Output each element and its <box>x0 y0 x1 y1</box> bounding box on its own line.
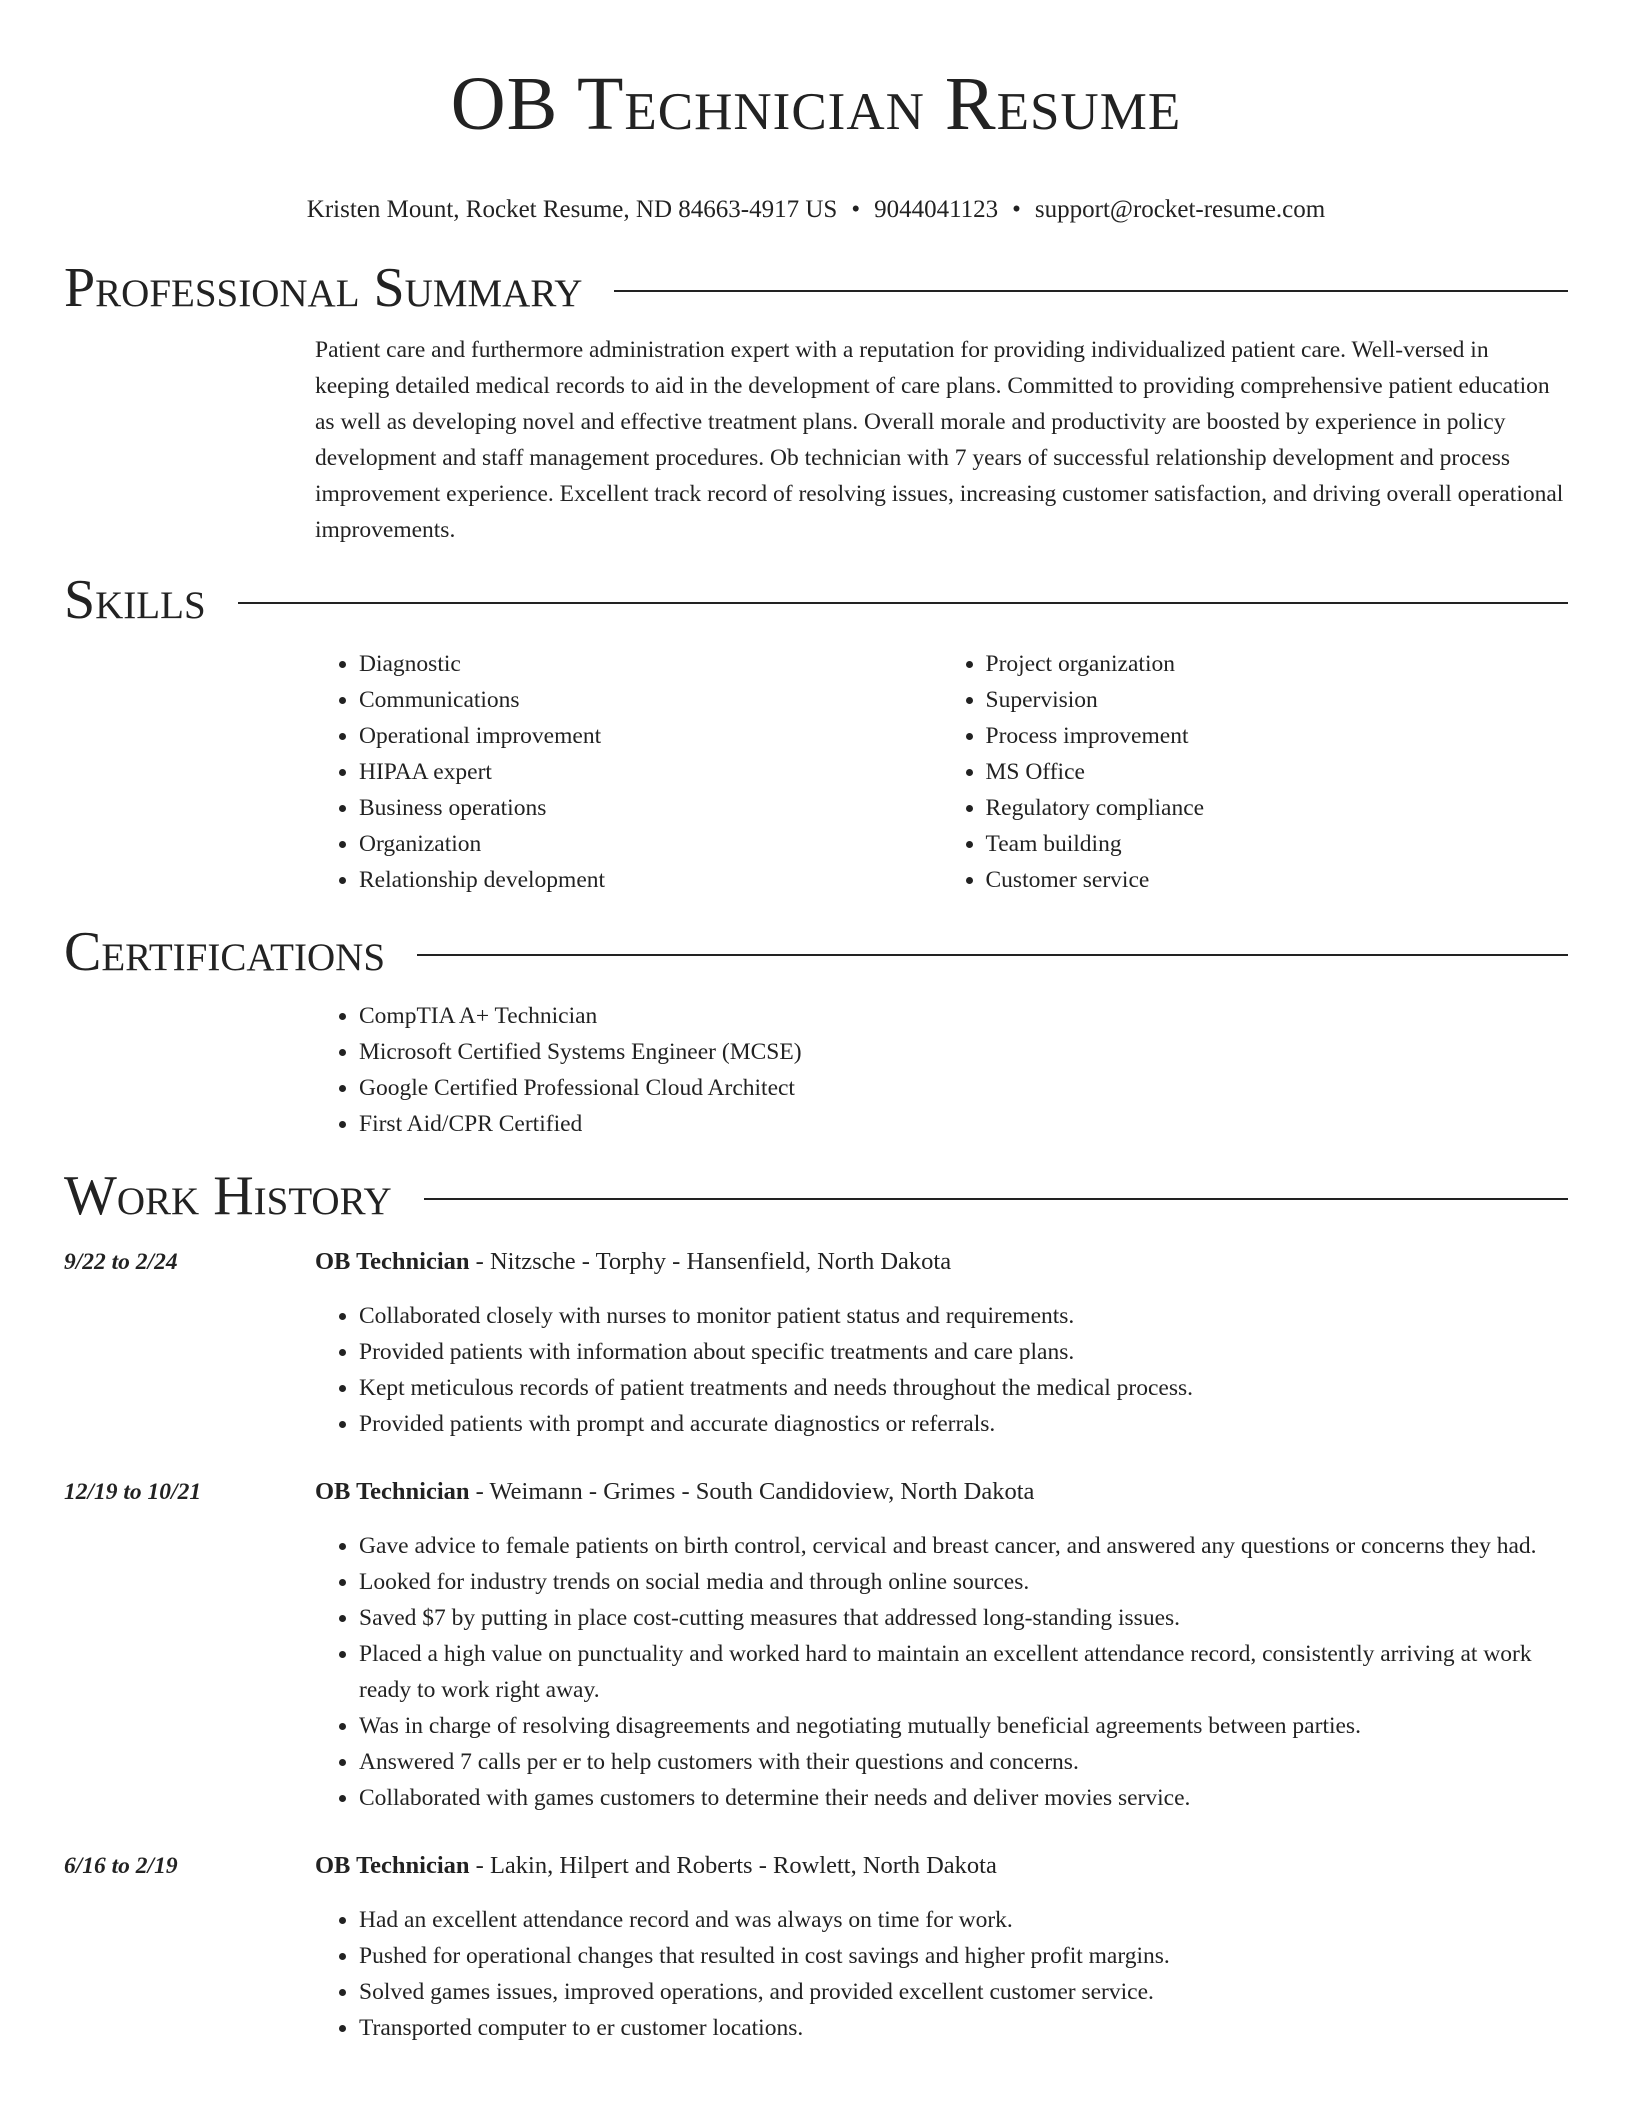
skill-item: • Operational improvement <box>359 718 942 754</box>
skill-item: • HIPAA expert <box>359 754 942 790</box>
skill-item: • Process improvement <box>986 718 1569 754</box>
job-bullet: • Pushed for operational changes that resulted in cost savings and higher profit margins. <box>359 1938 1568 1974</box>
skills-list-left <box>315 646 942 898</box>
certifications-list <box>315 998 1568 1142</box>
certification-item: • Microsoft Certified Systems Engineer (MCSE) <box>359 1034 1568 1070</box>
work-history-list <box>0 1244 1632 2046</box>
skills-grid <box>315 646 1568 898</box>
job-dates: 12/19 to 10/21 <box>64 1479 202 1505</box>
job-bullet: • Kept meticulous records of patient treatments and needs throughout the medical process. <box>359 1370 1568 1406</box>
job-header <box>315 1474 1632 1510</box>
job-bullet: • Provided patients with prompt and accurate diagnostics or referrals. <box>359 1406 1568 1442</box>
certification-item: • CompTIA A+ Technician <box>359 998 1568 1034</box>
skills-section <box>0 568 1632 898</box>
summary-heading: Professional Summary <box>64 257 583 319</box>
certification-item: • First Aid/CPR Certified <box>359 1106 1568 1142</box>
skill-item: • Communications <box>359 682 942 718</box>
job-entry <box>0 1474 1632 1816</box>
contact-address: Kristen Mount, Rocket Resume, ND 84663-4917 US <box>306 196 838 223</box>
job-dates: 9/22 to 2/24 <box>64 1249 178 1275</box>
contact-separator: • <box>851 196 861 223</box>
section-divider <box>424 1198 1568 1200</box>
job-employer: - Nitzsche - Torphy - Hansenfield, North Dakota <box>469 1248 952 1275</box>
work-heading: Work History <box>64 1165 392 1227</box>
job-bullet-list <box>315 1902 1568 2046</box>
skill-item: • Diagnostic <box>359 646 942 682</box>
job-bullet: • Provided patients with information about specific treatments and care plans. <box>359 1334 1568 1370</box>
job-bullet-list <box>315 1528 1568 1816</box>
job-bullets <box>315 1528 1568 1816</box>
job-bullet: • Transported computer to er customer locations. <box>359 2010 1568 2046</box>
contact-separator: • <box>1012 196 1021 223</box>
job-bullet: • Looked for industry trends on social media and through online sources. <box>359 1564 1568 1600</box>
job-bullet: • Had an excellent attendance record and was always on time for work. <box>359 1902 1568 1938</box>
job-employer: - Weimann - Grimes - South Candidoview, North Dakota <box>469 1478 1035 1505</box>
job-title: OB Technician <box>315 1852 470 1879</box>
skill-item: • Relationship development <box>359 862 942 898</box>
summary-section <box>0 256 1632 548</box>
work-section <box>0 1164 1632 2046</box>
job-entry <box>0 1244 1632 1442</box>
section-divider <box>417 954 1568 956</box>
job-dates: 6/16 to 2/19 <box>64 1853 178 1879</box>
skill-item: • Project organization <box>986 646 1569 682</box>
work-header <box>64 1164 1568 1228</box>
job-bullet: • Was in charge of resolving disagreements and negotiating mutually beneficial agreements between parties. <box>359 1708 1568 1744</box>
certifications-heading: Certifications <box>64 921 386 983</box>
skill-item: • Regulatory compliance <box>986 790 1569 826</box>
job-bullet: • Collaborated with games customers to determine their needs and deliver movies service. <box>359 1780 1568 1816</box>
summary-text: Patient care and furthermore administration expert with a reputation for providing individualized patient care. Well-versed in keeping detailed medical records to aid in the development of care plans. Committed to providing comprehensive patient education as well as developing novel and effective treatment plans. Overall morale and productivity are boosted by experience in policy development and staff management procedures. Ob technician with 7 years of successful relationship development and process improvement experience. Excellent track record of resolving issues, increasing customer satisfaction, and driving overall operational improvements. <box>315 337 1564 543</box>
skill-item: • MS Office <box>986 754 1569 790</box>
contact-phone: 9044041123 <box>874 196 999 223</box>
job-bullet: • Saved $7 by putting in place cost-cutting measures that addressed long-standing issues. <box>359 1600 1568 1636</box>
job-bullets <box>315 1902 1568 2046</box>
skill-item: • Organization <box>359 826 942 862</box>
skills-heading: Skills <box>64 569 206 631</box>
skills-list-right <box>942 646 1569 898</box>
contact-email: support@rocket-resume.com <box>1034 196 1326 223</box>
job-title: OB Technician <box>315 1478 470 1505</box>
job-title: OB Technician <box>315 1248 470 1275</box>
section-divider <box>238 602 1568 604</box>
certifications-section <box>0 920 1632 1142</box>
job-bullets <box>315 1298 1568 1442</box>
job-header <box>315 1244 1632 1280</box>
certifications-body <box>315 998 1568 1142</box>
skills-header <box>64 568 1568 632</box>
skill-item: • Team building <box>986 826 1569 862</box>
skill-item: • Customer service <box>986 862 1569 898</box>
job-bullet: • Gave advice to female patients on birth control, cervical and breast cancer, and answered any questions or concerns they had. <box>359 1528 1568 1564</box>
certification-item: • Google Certified Professional Cloud Architect <box>359 1070 1568 1106</box>
summary-header <box>64 256 1568 320</box>
section-divider <box>614 290 1568 292</box>
job-header <box>315 1848 1632 1884</box>
job-bullet: • Placed a high value on punctuality and worked hard to maintain an excellent attendance record, consistently arriving at work ready to work right away. <box>359 1636 1568 1708</box>
job-bullet-list <box>315 1298 1568 1442</box>
job-employer: - Lakin, Hilpert and Roberts - Rowlett, North Dakota <box>469 1852 997 1879</box>
skill-item: • Supervision <box>986 682 1569 718</box>
job-bullet: • Solved games issues, improved operations, and provided excellent customer service. <box>359 1974 1568 2010</box>
job-entry <box>0 1848 1632 2046</box>
certifications-header <box>64 920 1568 984</box>
job-bullet: • Collaborated closely with nurses to monitor patient status and requirements. <box>359 1298 1568 1334</box>
contact-line <box>0 194 1632 226</box>
job-bullet: • Answered 7 calls per er to help customers with their questions and concerns. <box>359 1744 1568 1780</box>
resume-title: OB Technician Resume <box>450 62 1182 146</box>
summary-body <box>315 332 1568 548</box>
skill-item: • Business operations <box>359 790 942 826</box>
